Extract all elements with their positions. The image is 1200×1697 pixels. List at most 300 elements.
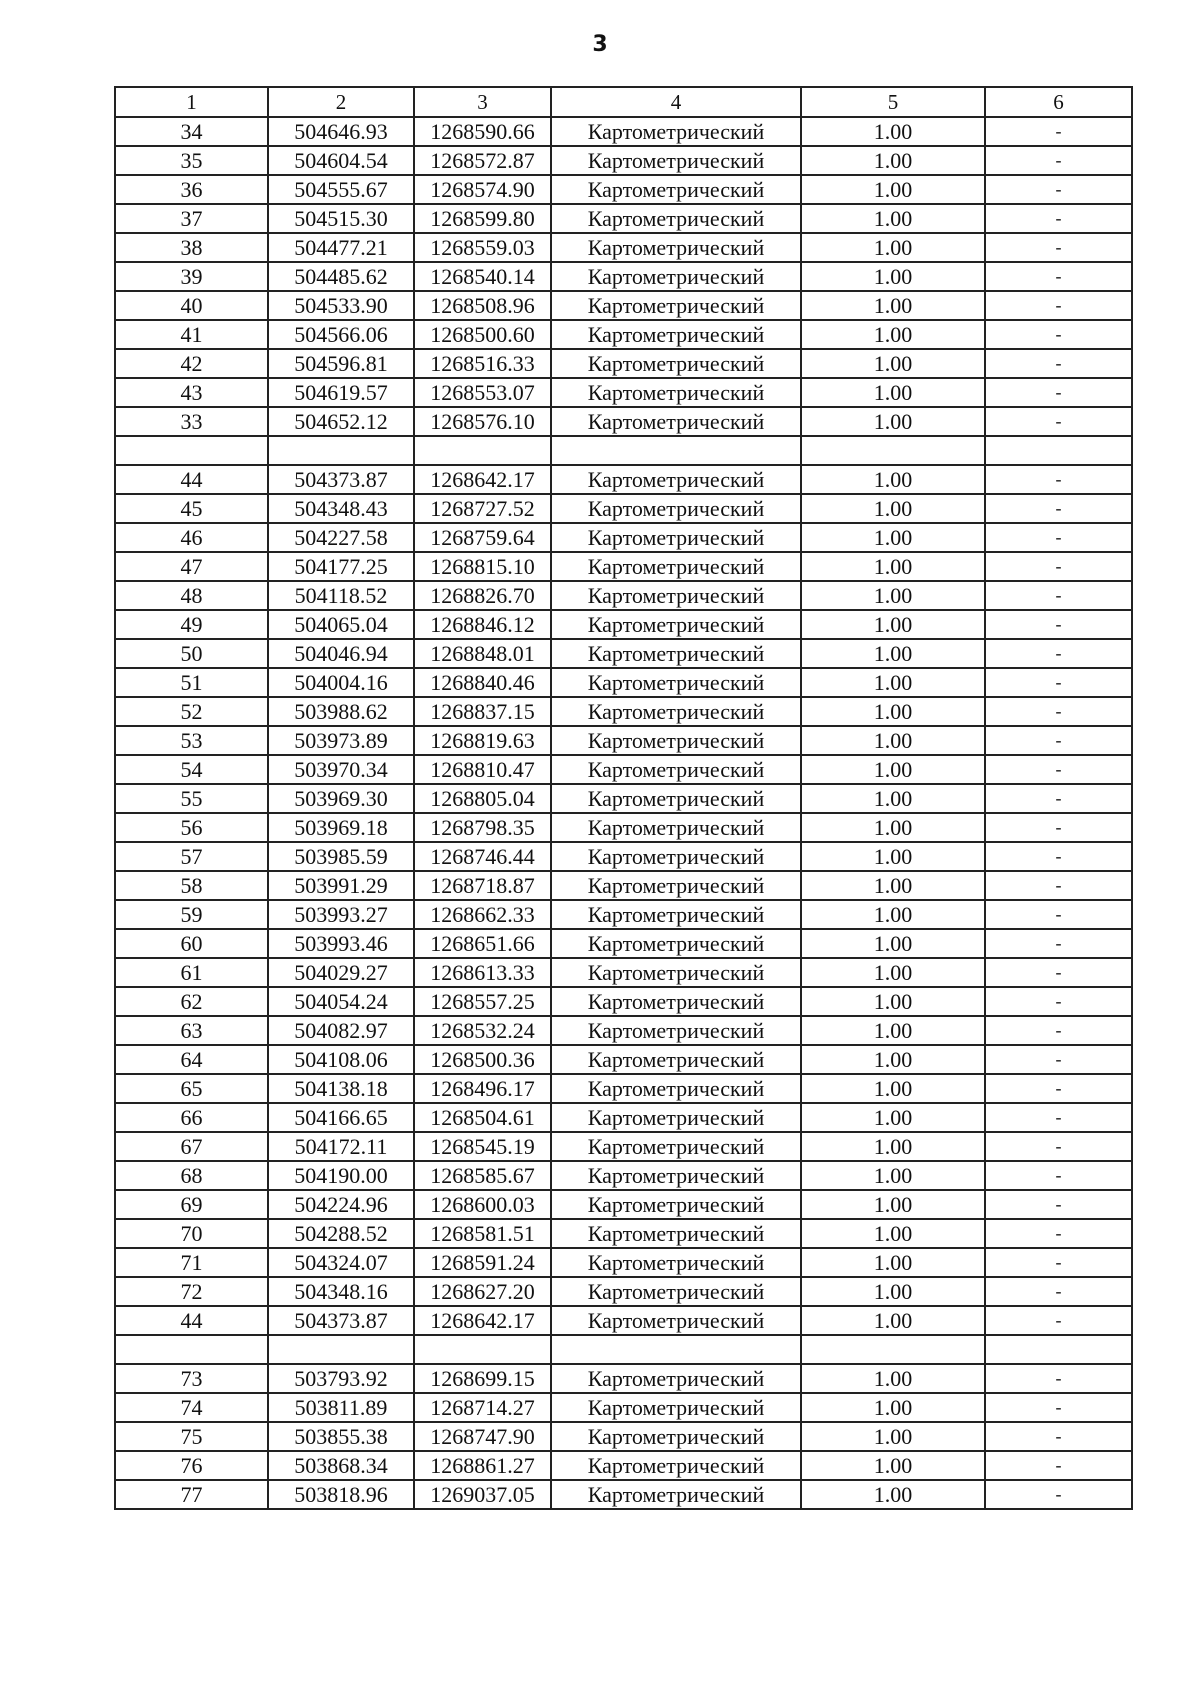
x-coordinate-cell: 504138.18 bbox=[268, 1074, 414, 1103]
method-cell: Картометрический bbox=[551, 407, 801, 436]
description-cell: - bbox=[985, 987, 1132, 1016]
table-row bbox=[115, 1480, 1132, 1509]
accuracy-cell: 1.00 bbox=[801, 552, 985, 581]
method-cell: Картометрический bbox=[551, 958, 801, 987]
point-number-cell: 48 bbox=[115, 581, 268, 610]
accuracy-cell: 1.00 bbox=[801, 1277, 985, 1306]
y-coordinate-cell: 1268574.90 bbox=[414, 175, 551, 204]
accuracy-cell: 1.00 bbox=[801, 1364, 985, 1393]
x-coordinate-cell: 504566.06 bbox=[268, 320, 414, 349]
column-header-2: 2 bbox=[268, 87, 414, 117]
table-row bbox=[115, 378, 1132, 407]
x-coordinate-cell: 504082.97 bbox=[268, 1016, 414, 1045]
method-cell: Картометрический bbox=[551, 523, 801, 552]
y-coordinate-cell: 1268557.25 bbox=[414, 987, 551, 1016]
point-number-cell bbox=[115, 436, 268, 465]
accuracy-cell: 1.00 bbox=[801, 262, 985, 291]
y-coordinate-cell: 1268585.67 bbox=[414, 1161, 551, 1190]
accuracy-cell: 1.00 bbox=[801, 204, 985, 233]
method-cell: Картометрический bbox=[551, 900, 801, 929]
y-coordinate-cell: 1268848.01 bbox=[414, 639, 551, 668]
x-coordinate-cell: 504172.11 bbox=[268, 1132, 414, 1161]
description-cell: - bbox=[985, 146, 1132, 175]
table-row bbox=[115, 813, 1132, 842]
table-header-row bbox=[115, 87, 1132, 117]
x-coordinate-cell: 503973.89 bbox=[268, 726, 414, 755]
table-row bbox=[115, 1103, 1132, 1132]
x-coordinate-cell: 503993.27 bbox=[268, 900, 414, 929]
point-number-cell: 52 bbox=[115, 697, 268, 726]
accuracy-cell: 1.00 bbox=[801, 1422, 985, 1451]
table-row bbox=[115, 320, 1132, 349]
x-coordinate-cell: 504004.16 bbox=[268, 668, 414, 697]
x-coordinate-cell bbox=[268, 436, 414, 465]
y-coordinate-cell: 1268559.03 bbox=[414, 233, 551, 262]
description-cell: - bbox=[985, 1451, 1132, 1480]
point-number-cell: 53 bbox=[115, 726, 268, 755]
y-coordinate-cell: 1268532.24 bbox=[414, 1016, 551, 1045]
description-cell: - bbox=[985, 407, 1132, 436]
column-header-1: 1 bbox=[115, 87, 268, 117]
table-row bbox=[115, 523, 1132, 552]
accuracy-cell: 1.00 bbox=[801, 726, 985, 755]
description-cell: - bbox=[985, 117, 1132, 146]
description-cell: - bbox=[985, 1016, 1132, 1045]
y-coordinate-cell: 1268591.24 bbox=[414, 1248, 551, 1277]
point-number-cell: 66 bbox=[115, 1103, 268, 1132]
description-cell: - bbox=[985, 1422, 1132, 1451]
y-coordinate-cell: 1268826.70 bbox=[414, 581, 551, 610]
y-coordinate-cell: 1268805.04 bbox=[414, 784, 551, 813]
point-number-cell: 39 bbox=[115, 262, 268, 291]
table-row bbox=[115, 465, 1132, 494]
table-row bbox=[115, 1016, 1132, 1045]
table-row bbox=[115, 784, 1132, 813]
accuracy-cell: 1.00 bbox=[801, 1393, 985, 1422]
method-cell: Картометрический bbox=[551, 987, 801, 1016]
y-coordinate-cell: 1268590.66 bbox=[414, 117, 551, 146]
description-cell: - bbox=[985, 1132, 1132, 1161]
accuracy-cell: 1.00 bbox=[801, 784, 985, 813]
description-cell: - bbox=[985, 900, 1132, 929]
point-number-cell: 54 bbox=[115, 755, 268, 784]
table-row bbox=[115, 1306, 1132, 1335]
y-coordinate-cell: 1268600.03 bbox=[414, 1190, 551, 1219]
point-number-cell: 59 bbox=[115, 900, 268, 929]
x-coordinate-cell: 504288.52 bbox=[268, 1219, 414, 1248]
y-coordinate-cell: 1269037.05 bbox=[414, 1480, 551, 1509]
y-coordinate-cell: 1268500.60 bbox=[414, 320, 551, 349]
method-cell: Картометрический bbox=[551, 697, 801, 726]
table-row bbox=[115, 1132, 1132, 1161]
y-coordinate-cell: 1268553.07 bbox=[414, 378, 551, 407]
point-number-cell: 72 bbox=[115, 1277, 268, 1306]
y-coordinate-cell: 1268747.90 bbox=[414, 1422, 551, 1451]
accuracy-cell: 1.00 bbox=[801, 1480, 985, 1509]
description-cell: - bbox=[985, 175, 1132, 204]
x-coordinate-cell: 504348.16 bbox=[268, 1277, 414, 1306]
description-cell: - bbox=[985, 320, 1132, 349]
method-cell: Картометрический bbox=[551, 726, 801, 755]
table-row bbox=[115, 755, 1132, 784]
x-coordinate-cell: 504652.12 bbox=[268, 407, 414, 436]
point-number-cell: 46 bbox=[115, 523, 268, 552]
y-coordinate-cell: 1268500.36 bbox=[414, 1045, 551, 1074]
description-cell: - bbox=[985, 726, 1132, 755]
accuracy-cell: 1.00 bbox=[801, 668, 985, 697]
point-number-cell bbox=[115, 1335, 268, 1364]
accuracy-cell: 1.00 bbox=[801, 291, 985, 320]
accuracy-cell: 1.00 bbox=[801, 755, 985, 784]
point-number-cell: 62 bbox=[115, 987, 268, 1016]
method-cell: Картометрический bbox=[551, 1364, 801, 1393]
accuracy-cell: 1.00 bbox=[801, 1248, 985, 1277]
method-cell: Картометрический bbox=[551, 668, 801, 697]
method-cell: Картометрический bbox=[551, 813, 801, 842]
y-coordinate-cell: 1268699.15 bbox=[414, 1364, 551, 1393]
table-row bbox=[115, 349, 1132, 378]
y-coordinate-cell: 1268815.10 bbox=[414, 552, 551, 581]
accuracy-cell: 1.00 bbox=[801, 697, 985, 726]
accuracy-cell bbox=[801, 1335, 985, 1364]
point-number-cell: 58 bbox=[115, 871, 268, 900]
table-row bbox=[115, 1451, 1132, 1480]
point-number-cell: 45 bbox=[115, 494, 268, 523]
accuracy-cell: 1.00 bbox=[801, 1451, 985, 1480]
point-number-cell: 77 bbox=[115, 1480, 268, 1509]
description-cell: - bbox=[985, 1364, 1132, 1393]
y-coordinate-cell: 1268662.33 bbox=[414, 900, 551, 929]
x-coordinate-cell bbox=[268, 1335, 414, 1364]
point-number-cell: 33 bbox=[115, 407, 268, 436]
table-row bbox=[115, 552, 1132, 581]
description-cell: - bbox=[985, 668, 1132, 697]
y-coordinate-cell: 1268837.15 bbox=[414, 697, 551, 726]
description-cell: - bbox=[985, 1480, 1132, 1509]
y-coordinate-cell: 1268819.63 bbox=[414, 726, 551, 755]
description-cell: - bbox=[985, 958, 1132, 987]
description-cell: - bbox=[985, 1103, 1132, 1132]
y-coordinate-cell: 1268540.14 bbox=[414, 262, 551, 291]
point-number-cell: 65 bbox=[115, 1074, 268, 1103]
description-cell: - bbox=[985, 523, 1132, 552]
y-coordinate-cell: 1268627.20 bbox=[414, 1277, 551, 1306]
y-coordinate-cell: 1268508.96 bbox=[414, 291, 551, 320]
table-row bbox=[115, 1364, 1132, 1393]
table-row bbox=[115, 233, 1132, 262]
description-cell: - bbox=[985, 1277, 1132, 1306]
method-cell: Картометрический bbox=[551, 610, 801, 639]
description-cell: - bbox=[985, 291, 1132, 320]
accuracy-cell: 1.00 bbox=[801, 871, 985, 900]
x-coordinate-cell: 504555.67 bbox=[268, 175, 414, 204]
method-cell: Картометрический bbox=[551, 552, 801, 581]
point-number-cell: 34 bbox=[115, 117, 268, 146]
y-coordinate-cell: 1268861.27 bbox=[414, 1451, 551, 1480]
point-number-cell: 44 bbox=[115, 1306, 268, 1335]
y-coordinate-cell: 1268599.80 bbox=[414, 204, 551, 233]
point-number-cell: 44 bbox=[115, 465, 268, 494]
y-coordinate-cell: 1268642.17 bbox=[414, 1306, 551, 1335]
x-coordinate-cell: 504324.07 bbox=[268, 1248, 414, 1277]
point-number-cell: 73 bbox=[115, 1364, 268, 1393]
point-number-cell: 75 bbox=[115, 1422, 268, 1451]
accuracy-cell: 1.00 bbox=[801, 1219, 985, 1248]
point-number-cell: 57 bbox=[115, 842, 268, 871]
method-cell: Картометрический bbox=[551, 320, 801, 349]
point-number-cell: 61 bbox=[115, 958, 268, 987]
accuracy-cell: 1.00 bbox=[801, 349, 985, 378]
point-number-cell: 40 bbox=[115, 291, 268, 320]
method-cell: Картометрический bbox=[551, 465, 801, 494]
table-row bbox=[115, 1422, 1132, 1451]
y-coordinate-cell: 1268718.87 bbox=[414, 871, 551, 900]
method-cell: Картометрический bbox=[551, 842, 801, 871]
method-cell: Картометрический bbox=[551, 1422, 801, 1451]
table-row bbox=[115, 1393, 1132, 1422]
point-number-cell: 76 bbox=[115, 1451, 268, 1480]
method-cell: Картометрический bbox=[551, 1393, 801, 1422]
accuracy-cell: 1.00 bbox=[801, 639, 985, 668]
y-coordinate-cell bbox=[414, 1335, 551, 1364]
description-cell: - bbox=[985, 552, 1132, 581]
point-number-cell: 64 bbox=[115, 1045, 268, 1074]
method-cell: Картометрический bbox=[551, 1190, 801, 1219]
y-coordinate-cell bbox=[414, 436, 551, 465]
table-row bbox=[115, 146, 1132, 175]
x-coordinate-cell: 504118.52 bbox=[268, 581, 414, 610]
table-separator-row bbox=[115, 1335, 1132, 1364]
description-cell bbox=[985, 436, 1132, 465]
x-coordinate-cell: 504177.25 bbox=[268, 552, 414, 581]
x-coordinate-cell: 503793.92 bbox=[268, 1364, 414, 1393]
x-coordinate-cell: 504477.21 bbox=[268, 233, 414, 262]
y-coordinate-cell: 1268840.46 bbox=[414, 668, 551, 697]
method-cell: Картометрический bbox=[551, 291, 801, 320]
accuracy-cell: 1.00 bbox=[801, 900, 985, 929]
accuracy-cell: 1.00 bbox=[801, 1103, 985, 1132]
x-coordinate-cell: 503969.18 bbox=[268, 813, 414, 842]
method-cell: Картометрический bbox=[551, 1161, 801, 1190]
accuracy-cell: 1.00 bbox=[801, 987, 985, 1016]
accuracy-cell: 1.00 bbox=[801, 929, 985, 958]
method-cell: Картометрический bbox=[551, 262, 801, 291]
x-coordinate-cell: 504227.58 bbox=[268, 523, 414, 552]
method-cell: Картометрический bbox=[551, 1074, 801, 1103]
accuracy-cell: 1.00 bbox=[801, 465, 985, 494]
point-number-cell: 35 bbox=[115, 146, 268, 175]
accuracy-cell: 1.00 bbox=[801, 1161, 985, 1190]
x-coordinate-cell: 504373.87 bbox=[268, 1306, 414, 1335]
point-number-cell: 68 bbox=[115, 1161, 268, 1190]
accuracy-cell: 1.00 bbox=[801, 813, 985, 842]
method-cell bbox=[551, 1335, 801, 1364]
description-cell: - bbox=[985, 1393, 1132, 1422]
table-row bbox=[115, 639, 1132, 668]
table-row bbox=[115, 204, 1132, 233]
table-row bbox=[115, 1161, 1132, 1190]
accuracy-cell: 1.00 bbox=[801, 175, 985, 204]
method-cell: Картометрический bbox=[551, 1219, 801, 1248]
y-coordinate-cell: 1268545.19 bbox=[414, 1132, 551, 1161]
x-coordinate-cell: 504348.43 bbox=[268, 494, 414, 523]
description-cell: - bbox=[985, 465, 1132, 494]
table-row bbox=[115, 1277, 1132, 1306]
method-cell: Картометрический bbox=[551, 1045, 801, 1074]
accuracy-cell: 1.00 bbox=[801, 1132, 985, 1161]
point-number-cell: 49 bbox=[115, 610, 268, 639]
accuracy-cell bbox=[801, 436, 985, 465]
table-row bbox=[115, 262, 1132, 291]
point-number-cell: 43 bbox=[115, 378, 268, 407]
description-cell: - bbox=[985, 378, 1132, 407]
description-cell bbox=[985, 1335, 1132, 1364]
y-coordinate-cell: 1268798.35 bbox=[414, 813, 551, 842]
y-coordinate-cell: 1268846.12 bbox=[414, 610, 551, 639]
point-number-cell: 55 bbox=[115, 784, 268, 813]
x-coordinate-cell: 503988.62 bbox=[268, 697, 414, 726]
table-row bbox=[115, 581, 1132, 610]
y-coordinate-cell: 1268714.27 bbox=[414, 1393, 551, 1422]
x-coordinate-cell: 503855.38 bbox=[268, 1422, 414, 1451]
page-number: 3 bbox=[592, 32, 608, 57]
x-coordinate-cell: 504224.96 bbox=[268, 1190, 414, 1219]
accuracy-cell: 1.00 bbox=[801, 581, 985, 610]
table-row bbox=[115, 726, 1132, 755]
description-cell: - bbox=[985, 1074, 1132, 1103]
x-coordinate-cell: 504029.27 bbox=[268, 958, 414, 987]
point-number-cell: 36 bbox=[115, 175, 268, 204]
point-number-cell: 51 bbox=[115, 668, 268, 697]
x-coordinate-cell: 503970.34 bbox=[268, 755, 414, 784]
table-separator-row bbox=[115, 436, 1132, 465]
accuracy-cell: 1.00 bbox=[801, 378, 985, 407]
table-row bbox=[115, 929, 1132, 958]
point-number-cell: 38 bbox=[115, 233, 268, 262]
x-coordinate-cell: 503818.96 bbox=[268, 1480, 414, 1509]
point-number-cell: 41 bbox=[115, 320, 268, 349]
method-cell: Картометрический bbox=[551, 175, 801, 204]
point-number-cell: 50 bbox=[115, 639, 268, 668]
table-row bbox=[115, 842, 1132, 871]
table-row bbox=[115, 291, 1132, 320]
point-number-cell: 56 bbox=[115, 813, 268, 842]
x-coordinate-cell: 504485.62 bbox=[268, 262, 414, 291]
method-cell: Картометрический bbox=[551, 639, 801, 668]
x-coordinate-cell: 504108.06 bbox=[268, 1045, 414, 1074]
x-coordinate-cell: 503969.30 bbox=[268, 784, 414, 813]
description-cell: - bbox=[985, 581, 1132, 610]
accuracy-cell: 1.00 bbox=[801, 1016, 985, 1045]
method-cell: Картометрический bbox=[551, 929, 801, 958]
x-coordinate-cell: 504604.54 bbox=[268, 146, 414, 175]
point-number-cell: 47 bbox=[115, 552, 268, 581]
method-cell: Картометрический bbox=[551, 581, 801, 610]
description-cell: - bbox=[985, 1045, 1132, 1074]
y-coordinate-cell: 1268651.66 bbox=[414, 929, 551, 958]
table-row bbox=[115, 117, 1132, 146]
method-cell: Картометрический bbox=[551, 1306, 801, 1335]
column-header-6: 6 bbox=[985, 87, 1132, 117]
method-cell: Картометрический bbox=[551, 1248, 801, 1277]
x-coordinate-cell: 504619.57 bbox=[268, 378, 414, 407]
table-row bbox=[115, 1190, 1132, 1219]
table-row bbox=[115, 494, 1132, 523]
method-cell: Картометрический bbox=[551, 1451, 801, 1480]
accuracy-cell: 1.00 bbox=[801, 320, 985, 349]
method-cell: Картометрический bbox=[551, 1277, 801, 1306]
table-row bbox=[115, 987, 1132, 1016]
point-number-cell: 60 bbox=[115, 929, 268, 958]
description-cell: - bbox=[985, 262, 1132, 291]
table-row bbox=[115, 610, 1132, 639]
table-row bbox=[115, 697, 1132, 726]
description-cell: - bbox=[985, 610, 1132, 639]
description-cell: - bbox=[985, 204, 1132, 233]
y-coordinate-cell: 1268759.64 bbox=[414, 523, 551, 552]
method-cell: Картометрический bbox=[551, 233, 801, 262]
x-coordinate-cell: 504046.94 bbox=[268, 639, 414, 668]
point-number-cell: 67 bbox=[115, 1132, 268, 1161]
accuracy-cell: 1.00 bbox=[801, 1045, 985, 1074]
method-cell: Картометрический bbox=[551, 349, 801, 378]
method-cell bbox=[551, 436, 801, 465]
y-coordinate-cell: 1268810.47 bbox=[414, 755, 551, 784]
y-coordinate-cell: 1268504.61 bbox=[414, 1103, 551, 1132]
table-row bbox=[115, 958, 1132, 987]
description-cell: - bbox=[985, 1248, 1132, 1277]
table-row bbox=[115, 407, 1132, 436]
description-cell: - bbox=[985, 842, 1132, 871]
method-cell: Картометрический bbox=[551, 784, 801, 813]
point-number-cell: 63 bbox=[115, 1016, 268, 1045]
x-coordinate-cell: 504054.24 bbox=[268, 987, 414, 1016]
y-coordinate-cell: 1268572.87 bbox=[414, 146, 551, 175]
method-cell: Картометрический bbox=[551, 117, 801, 146]
x-coordinate-cell: 504515.30 bbox=[268, 204, 414, 233]
description-cell: - bbox=[985, 871, 1132, 900]
point-number-cell: 42 bbox=[115, 349, 268, 378]
y-coordinate-cell: 1268642.17 bbox=[414, 465, 551, 494]
table-row bbox=[115, 1074, 1132, 1103]
y-coordinate-cell: 1268613.33 bbox=[414, 958, 551, 987]
accuracy-cell: 1.00 bbox=[801, 233, 985, 262]
description-cell: - bbox=[985, 697, 1132, 726]
description-cell: - bbox=[985, 755, 1132, 784]
description-cell: - bbox=[985, 784, 1132, 813]
column-header-5: 5 bbox=[801, 87, 985, 117]
x-coordinate-cell: 504065.04 bbox=[268, 610, 414, 639]
table-row bbox=[115, 1219, 1132, 1248]
x-coordinate-cell: 503985.59 bbox=[268, 842, 414, 871]
method-cell: Картометрический bbox=[551, 204, 801, 233]
method-cell: Картометрический bbox=[551, 1103, 801, 1132]
description-cell: - bbox=[985, 1306, 1132, 1335]
point-number-cell: 71 bbox=[115, 1248, 268, 1277]
accuracy-cell: 1.00 bbox=[801, 1074, 985, 1103]
table-row bbox=[115, 1248, 1132, 1277]
accuracy-cell: 1.00 bbox=[801, 146, 985, 175]
x-coordinate-cell: 504190.00 bbox=[268, 1161, 414, 1190]
table-row bbox=[115, 1045, 1132, 1074]
description-cell: - bbox=[985, 1219, 1132, 1248]
x-coordinate-cell: 503991.29 bbox=[268, 871, 414, 900]
accuracy-cell: 1.00 bbox=[801, 842, 985, 871]
description-cell: - bbox=[985, 929, 1132, 958]
y-coordinate-cell: 1268581.51 bbox=[414, 1219, 551, 1248]
point-number-cell: 70 bbox=[115, 1219, 268, 1248]
x-coordinate-cell: 504596.81 bbox=[268, 349, 414, 378]
